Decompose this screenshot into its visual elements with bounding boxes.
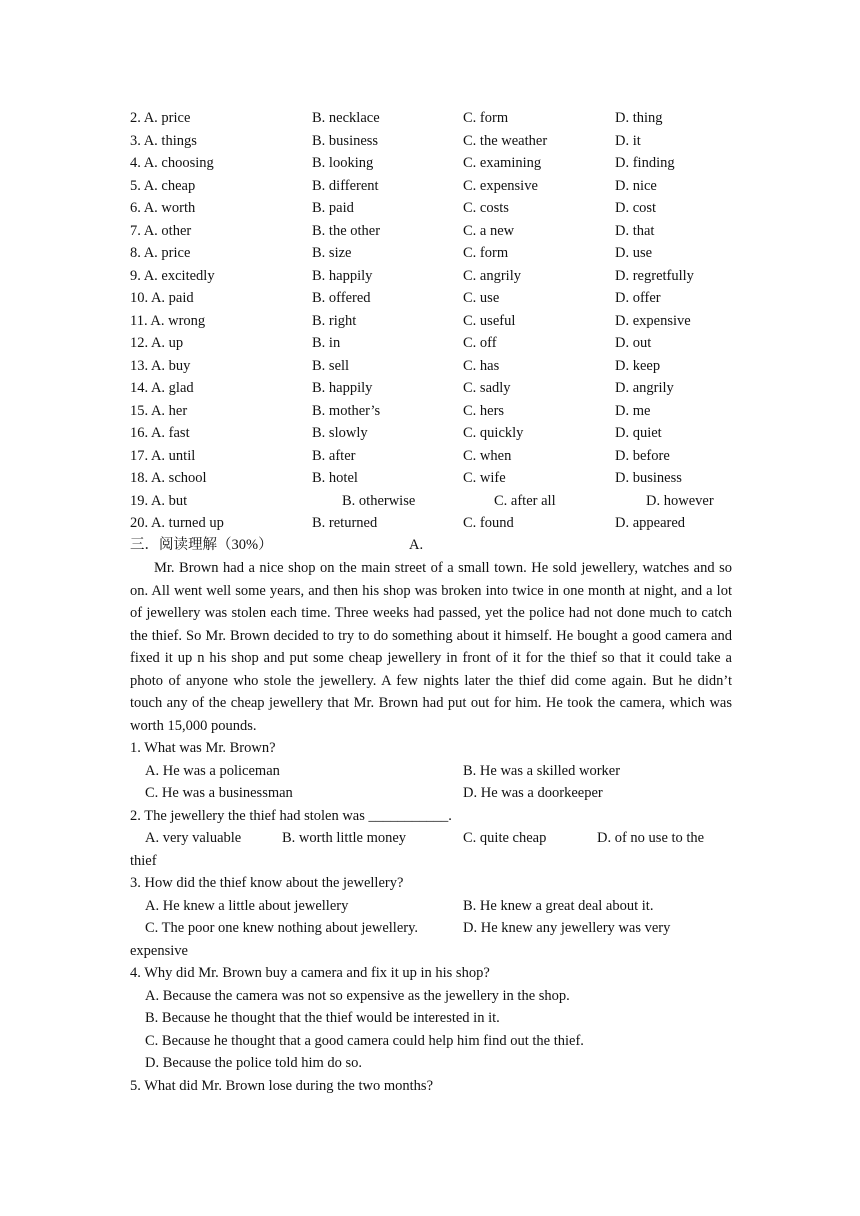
cloze-option-b: B. sell <box>312 357 350 374</box>
cloze-option-d: D. thing <box>615 110 663 126</box>
cloze-option-b: B. different <box>312 177 379 194</box>
cloze-option-a: 6. A. worth <box>130 200 196 216</box>
question-2-option-c: C. quite cheap <box>463 830 547 846</box>
cloze-option-c: C. when <box>463 447 512 464</box>
cloze-option-a: 5. A. cheap <box>130 177 196 194</box>
cloze-option-b: B. mother’s <box>312 402 381 419</box>
cloze-option-b: B. happily <box>312 380 373 396</box>
cloze-option-b: B. business <box>312 132 379 149</box>
cloze-option-c: C. sadly <box>463 380 511 396</box>
question-5-stem: 5. What did Mr. Brown lose during the two months? <box>130 1077 433 1094</box>
question-4-option-b: B. Because he thought that the thief would be interested in it. <box>145 1010 500 1026</box>
cloze-option-d: D. appeared <box>615 515 686 531</box>
question-1-option-a: A. He was a policeman <box>145 762 280 779</box>
cloze-option-a: 13. A. buy <box>130 357 191 374</box>
cloze-option-c: C. examining <box>463 155 542 171</box>
question-1-option-d: D. He was a doorkeeper <box>463 785 603 801</box>
reading-passage: Mr. Brown had a nice shop on the main street of a small town. He sold jewellery, watches and so on. All went well some years, and then his shop was broken into twice in one month at night, and a lot of jewellery was stolen each time. Three weeks had passed, yet the police had not done much to catch the thief. So Mr. Brown decided to try to do something about it himself. He bought a good camera and fixed it up n his shop and put some cheap jewellery in front of it for the thief so that it could take a photo of anyone who stole the jewellery. A few nights later the thief did come again. But he didn’t touch any of the cheap jewellery that Mr. Brown had put out for him. He took the camera, which was worth 15,000 pounds. <box>130 560 732 734</box>
question-3-option-d: D. He knew any jewellery was very <box>463 920 671 936</box>
question-3-options-row-2 <box>130 917 732 940</box>
cloze-option-a: 16. A. fast <box>130 425 190 441</box>
cloze-option-c: C. has <box>463 357 500 374</box>
cloze-option-c: C. quickly <box>463 425 524 441</box>
question-2-option-d: D. of no use to the <box>597 830 705 846</box>
cloze-option-b: B. hotel <box>312 470 358 486</box>
cloze-option-a: 8. A. price <box>130 245 191 261</box>
cloze-option-b: B. in <box>312 335 341 351</box>
cloze-option-d: D. use <box>615 245 653 261</box>
question-1-option-b: B. He was a skilled worker <box>463 762 621 779</box>
question-2-option-a: A. very valuable <box>145 830 242 846</box>
cloze-option-a: 18. A. school <box>130 470 207 486</box>
cloze-option-d: D. quiet <box>615 425 662 441</box>
cloze-option-d: D. it <box>615 132 641 149</box>
cloze-option-d: D. before <box>615 447 670 464</box>
cloze-option-c: C. after all <box>494 492 556 509</box>
question-4-option-a: A. Because the camera was not so expensive as the jewellery in the shop. <box>145 987 570 1004</box>
cloze-option-d: D. regretfully <box>615 267 694 284</box>
cloze-option-b: B. right <box>312 312 357 329</box>
cloze-option-b: B. paid <box>312 200 354 216</box>
cloze-option-d: D. however <box>646 492 714 509</box>
cloze-option-b: B. looking <box>312 155 374 171</box>
cloze-option-b: B. otherwise <box>342 492 416 509</box>
question-1-options-row-1 <box>130 760 732 783</box>
question-1-stem: 1. What was Mr. Brown? <box>130 740 276 756</box>
cloze-option-c: C. costs <box>463 200 509 216</box>
cloze-option-d: D. me <box>615 402 651 419</box>
cloze-option-c: C. off <box>463 335 497 351</box>
question-4-option-c: C. Because he thought that a good camera could help him find out the thief. <box>145 1032 584 1049</box>
cloze-option-d: D. business <box>615 470 682 486</box>
cloze-option-a: 7. A. other <box>130 222 192 239</box>
cloze-option-a: 9. A. excitedly <box>130 267 215 284</box>
reading-questions <box>130 737 732 1097</box>
cloze-option-a: 2. A. price <box>130 110 191 126</box>
cloze-option-c: C. a new <box>463 222 515 239</box>
question-2-options-row <box>130 827 732 850</box>
cloze-option-a: 19. A. but <box>130 492 188 509</box>
cloze-option-c: C. the weather <box>463 132 548 149</box>
cloze-option-c: C. found <box>463 515 514 531</box>
cloze-option-b: B. necklace <box>312 110 380 126</box>
cloze-option-a: 14. A. glad <box>130 380 194 396</box>
cloze-option-d: D. that <box>615 222 655 239</box>
question-1-options-row-2 <box>130 782 732 805</box>
cloze-option-d: D. angrily <box>615 380 674 396</box>
cloze-option-c: C. angrily <box>463 267 521 284</box>
cloze-option-b: B. happily <box>312 267 373 284</box>
cloze-option-d: D. expensive <box>615 312 691 329</box>
cloze-option-c: C. form <box>463 110 509 126</box>
cloze-option-d: D. keep <box>615 357 661 374</box>
cloze-option-a: 12. A. up <box>130 335 184 351</box>
cloze-option-c: C. hers <box>463 402 505 419</box>
cloze-option-b: B. after <box>312 447 356 464</box>
cloze-option-a: 3. A. things <box>130 132 197 149</box>
cloze-option-c: C. expensive <box>463 177 538 194</box>
cloze-option-d: D. cost <box>615 200 657 216</box>
cloze-option-c: C. useful <box>463 312 516 329</box>
cloze-option-d: D. out <box>615 335 652 351</box>
question-3-stem: 3. How did the thief know about the jewellery? <box>130 875 404 891</box>
cloze-option-a: 17. A. until <box>130 447 196 464</box>
cloze-option-d: D. finding <box>615 155 675 171</box>
cloze-option-a: 10. A. paid <box>130 290 194 306</box>
question-2-option-b: B. worth little money <box>282 830 407 846</box>
passage-label: A. <box>409 537 424 553</box>
cloze-option-a: 4. A. choosing <box>130 155 214 171</box>
question-3-option-a: A. He knew a little about jewellery <box>145 897 349 914</box>
question-3-option-b: B. He knew a great deal about it. <box>463 897 654 914</box>
cloze-option-c: C. form <box>463 245 509 261</box>
cloze-option-d: D. offer <box>615 290 661 306</box>
cloze-option-d: D. nice <box>615 177 657 194</box>
question-1-option-c: C. He was a businessman <box>145 785 293 801</box>
cloze-option-b: B. offered <box>312 290 371 306</box>
cloze-option-c: C. use <box>463 290 500 306</box>
cloze-option-c: C. wife <box>463 470 506 486</box>
cloze-option-b: B. slowly <box>312 425 368 441</box>
question-3-options-row-1 <box>130 895 732 918</box>
question-2-stem: 2. The jewellery the thief had stolen was ___________. <box>130 807 452 824</box>
cloze-option-a: 15. A. her <box>130 402 188 419</box>
question-4-option-d: D. Because the police told him do so. <box>145 1055 363 1071</box>
question-4-stem: 4. Why did Mr. Brown buy a camera and fix it up in his shop? <box>130 965 490 981</box>
question-3-option-d-continued: expensive <box>130 942 188 959</box>
cloze-option-a: 11. A. wrong <box>130 312 206 329</box>
cloze-option-a: 20. A. turned up <box>130 515 224 531</box>
cloze-option-b: B. size <box>312 245 352 261</box>
cloze-option-b: B. returned <box>312 515 378 531</box>
question-3-option-c: C. The poor one knew nothing about jewellery. <box>145 920 419 936</box>
question-2-option-d-continued: thief <box>130 852 157 869</box>
cloze-option-b: B. the other <box>312 222 381 239</box>
reading-section-header <box>130 534 424 557</box>
section-heading: 三．阅读理解（30%） <box>130 537 273 553</box>
